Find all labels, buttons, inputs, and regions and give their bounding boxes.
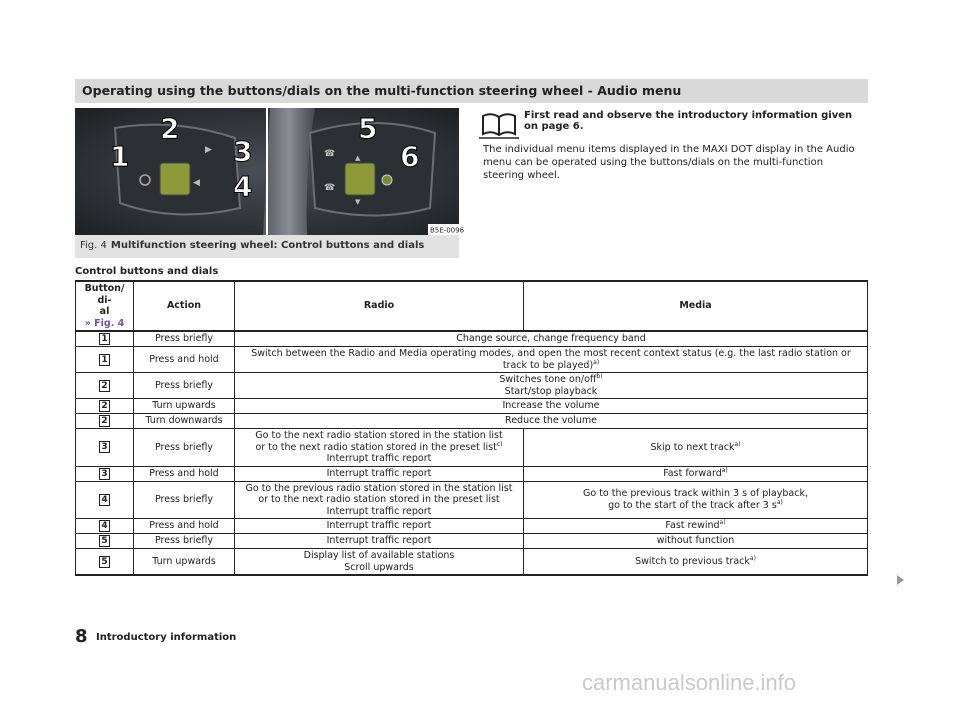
control-buttons-table [75,280,868,576]
figure-caption [80,240,424,251]
media-cell [524,481,868,519]
table-row [76,429,868,467]
header-action: Action [134,281,235,331]
button-badge: 5 [99,556,110,568]
cell-text: Display list of available stations [303,550,455,561]
table-row [76,466,868,481]
media-cell [524,549,868,576]
action-cell: Press and hold [134,347,235,373]
footnote-ref: c) [496,440,503,448]
cell-text: Go to the next radio station stored in the station list [255,430,503,441]
radio-media-cell [235,373,868,399]
cell-text: Skip to next track [650,441,735,453]
media-cell [524,466,868,481]
footnote-ref: a) [719,519,726,527]
action-cell: Press and hold [134,466,235,481]
table-title: Control buttons and dials [75,266,219,277]
radio-cell: Interrupt traffic report [235,519,524,534]
header-button [76,281,134,331]
footnote-ref: b) [596,372,603,380]
callout-1: 1 [110,140,130,173]
button-badge: 1 [99,354,110,366]
footnote-ref: a) [721,466,728,474]
intro-paragraph: The individual menu items displayed in the MAXI DOT display in the Audio menu can be operated using the buttons/dials on the multi-function steering wheel. [483,144,855,181]
cell-text: Switch to previous track [635,555,750,567]
header-button-line: di- [97,294,112,306]
footnote-ref: a) [734,440,741,448]
media-cell [524,519,868,534]
table-row [76,414,868,429]
button-badge: 5 [99,535,110,547]
radio-media-cell: Reduce the volume [235,414,868,429]
table-row [76,373,868,399]
book-icon [479,110,519,140]
cell-text: Fast rewind [665,520,720,532]
table-row [76,331,868,347]
page-number: 8 [75,626,88,647]
action-cell: Press and hold [134,519,235,534]
table-row [76,519,868,534]
header-button-line: al [99,306,110,317]
svg-text:☎: ☎ [324,183,336,193]
table-row [76,347,868,373]
table-row [76,534,868,549]
header-radio: Radio [235,281,524,331]
button-badge: 4 [99,520,110,532]
figure-code: B5E-0096 [430,226,465,235]
continue-arrow-icon [897,575,904,585]
callout-3: 3 [233,135,253,168]
watermark: carmanualsonline.info [582,670,797,695]
radio-cell [235,481,524,519]
figure-caption-label: Fig. 4 [80,240,107,251]
svg-text:▲: ▲ [355,154,361,162]
cell-text: Interrupt traffic report [326,453,432,464]
callout-2: 2 [160,112,180,145]
cell-text: Interrupt traffic report [326,505,432,517]
table-row [76,399,868,414]
header-button-line: Button/ [84,283,125,294]
media-cell: without function [524,534,868,549]
radio-cell [235,429,524,467]
button-badge: 2 [99,380,110,392]
steering-wheel-photo [75,108,465,235]
button-badge: 3 [99,441,110,453]
svg-text:▼: ▼ [355,198,361,206]
radio-cell [235,549,524,576]
section-header: Operating using the buttons/dials on the multi-function steering wheel - Audio menu [75,79,868,103]
callout-4: 4 [233,170,253,203]
note-text: First read and observe the introductory information given on page 6. [524,110,853,132]
cell-text: Switches tone on/off [499,374,597,385]
svg-text:▶: ▶ [205,145,212,155]
action-cell: Press briefly [134,429,235,467]
cell-text: Scroll upwards [344,561,414,573]
action-cell: Press briefly [134,481,235,519]
button-badge: 3 [99,468,110,480]
cell-text: Go to the previous radio station stored in the station list [245,482,513,494]
footnote-ref: a) [776,498,783,506]
action-cell: Press briefly [134,373,235,399]
footnote-ref: a) [749,554,756,562]
cell-text: Switch between the Radio and Media operating modes, and open the most recent context status (e.g. the last radio station or track to be played) [251,348,851,371]
cell-text: Start/stop playback [504,385,598,397]
radio-cell: Interrupt traffic report [235,466,524,481]
cell-text: or to the next radio station stored in the preset list [255,441,497,453]
cell-text: Go to the previous track within 3 s of playback, [583,488,808,500]
footnote-ref: a) [593,358,600,366]
button-badge: 2 [99,400,110,412]
page-section-label: Introductory information [96,632,237,643]
radio-media-cell: Increase the volume [235,399,868,414]
callout-6: 6 [400,140,420,173]
callout-5: 5 [358,112,378,145]
table-row [76,481,868,519]
figure-4 [75,108,465,258]
cell-text: or to the next radio station stored in the preset list [258,494,500,505]
radio-media-cell [235,347,868,373]
svg-text:☎: ☎ [324,149,336,159]
cell-text: go to the start of the track after 3 s [608,499,777,511]
figure-caption-text: Multifunction steering wheel: Control buttons and dials [110,240,425,251]
table-row [76,549,868,576]
button-badge: 2 [99,415,110,427]
action-cell: Turn upwards [134,549,235,576]
svg-text:◀: ◀ [193,178,200,188]
action-cell: Press briefly [134,534,235,549]
button-badge: 4 [99,494,110,506]
header-media: Media [524,281,868,331]
media-cell [524,429,868,467]
radio-media-cell: Change source, change frequency band [235,331,868,347]
button-badge: 1 [99,333,110,345]
action-cell: Turn downwards [134,414,235,429]
radio-cell: Interrupt traffic report [235,534,524,549]
action-cell: Press briefly [134,331,235,347]
action-cell: Turn upwards [134,399,235,414]
cell-text: Fast forward [663,467,722,479]
figure-reference-link[interactable]: » Fig. 4 [84,317,125,329]
